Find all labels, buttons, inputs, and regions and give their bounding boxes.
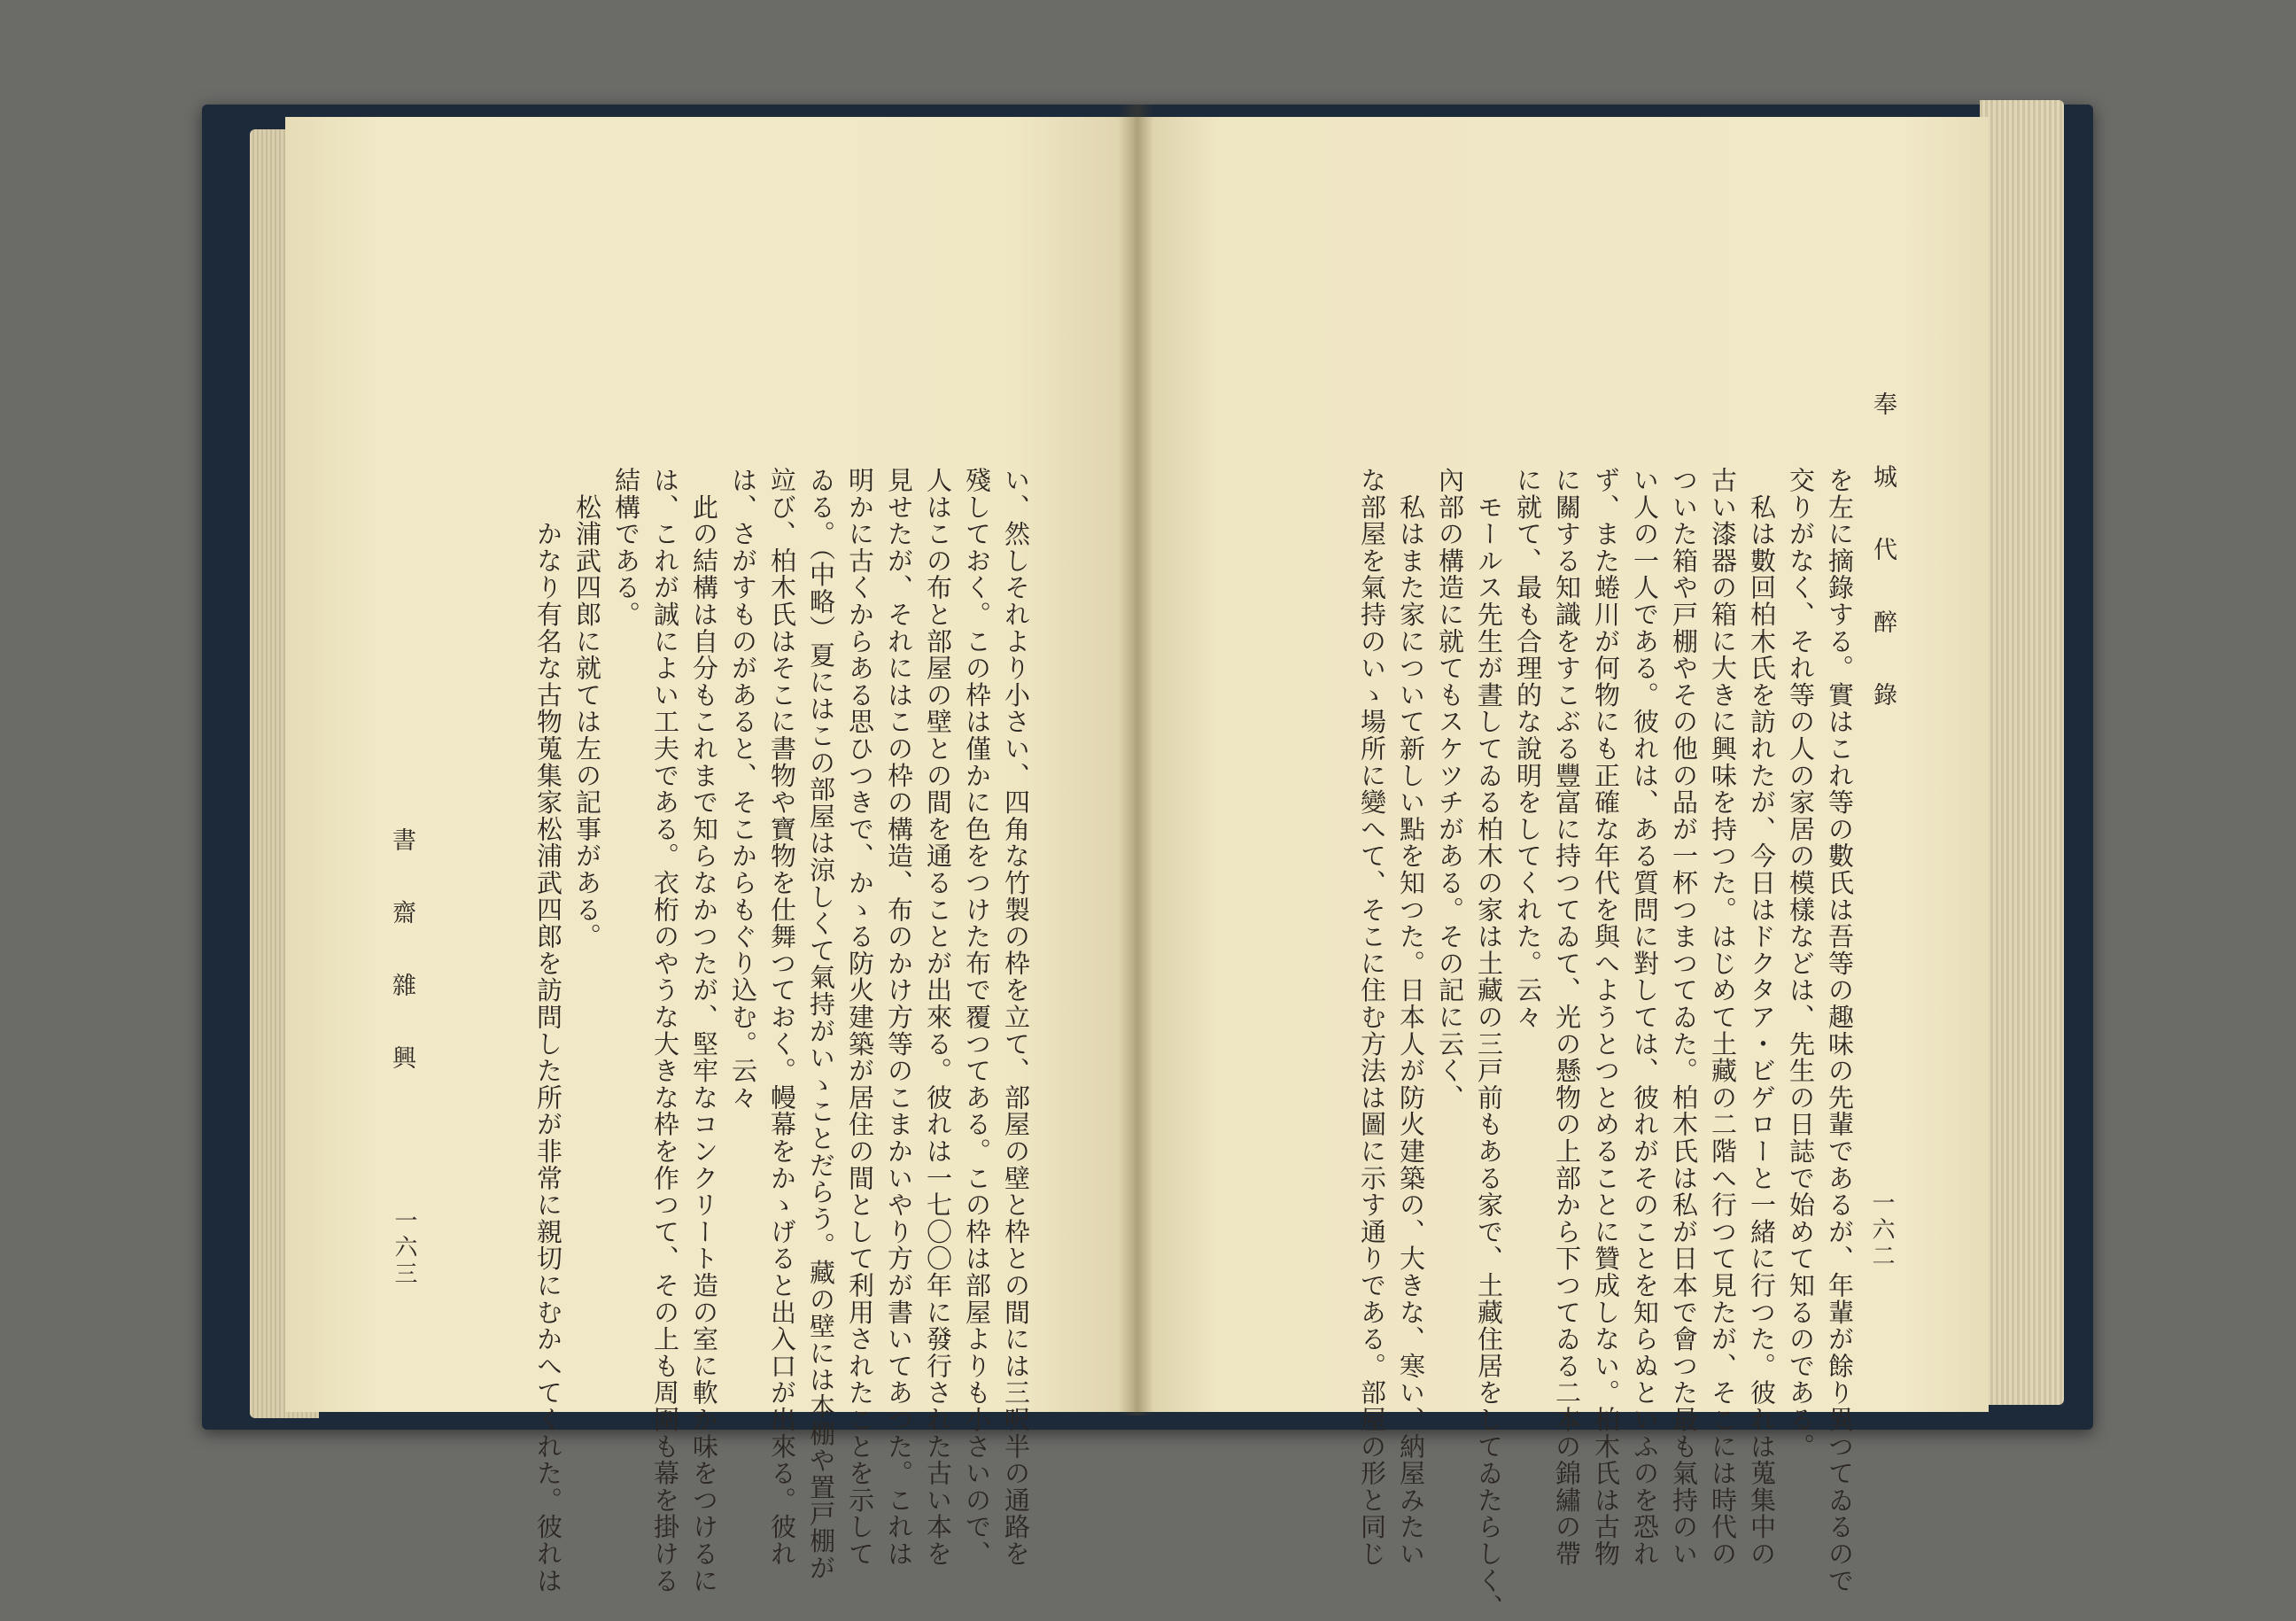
right-page-header: 奉 城 代 醉 錄 — [1869, 392, 1897, 717]
right-col-5: ついた箱や戸棚やその他の品が一杯つまつてゐた。柏木氏は私が日本で會つた最も氣持のい — [1669, 467, 1699, 1568]
left-col-2: 殘しておく。この枠は僅かに色をつけた布で覆つてある。この枠は部屋よりも小さいので、 — [962, 467, 992, 1568]
right-col-10: モールス先生が晝してゐる柏木の家は土藏の三戸前もある家で、土藏住居をしてゐたらしく、 — [1474, 467, 1504, 1621]
left-page-header: 書 齋 雜 興 — [388, 827, 415, 1080]
left-col-5: 明かに古くからある思ひつきで、かゝる防火建築が居住の間として利用されたことを示して — [845, 467, 875, 1568]
left-col-3: 人はこの布と部屋の壁との間を通ることが出來る。彼れは一七〇〇年に發行された古い本を — [923, 467, 953, 1568]
right-col-7: ず、また蜷川が何物にも正確な年代を與へようとつとめることに贊成しない。柏木氏は古物 — [1591, 467, 1621, 1568]
left-col-13: かなり有名な古物蒐集家松浦武四郎を訪問した所が非常に親切にむかへてくれた。彼れは — [533, 467, 563, 1594]
right-col-8: に關する知識をすこぶる豐富に持つてゐて、光の懸物の上部から下つてゐる二本の錦繡の帶 — [1552, 467, 1582, 1568]
left-col-4: 見せたが、それにはこの枠の構造、布のかけ方等のこまかいやり方が書いてあつた。これは — [884, 467, 914, 1568]
page-edges-right — [1980, 100, 2064, 1405]
left-page-number: 一六三 — [391, 1208, 417, 1288]
left-col-9: 此の結構は自分もこれまで知らなかつたが、堅牢なコンクリート造の室に軟か味をつけるに — [689, 467, 719, 1594]
right-col-4: 古い漆器の箱に大きに興味を持つた。はじめて土藏の二階へ行つて見たが、そこには時代の — [1708, 467, 1738, 1568]
left-col-12: 松浦武四郎に就ては左の記事がある。 — [572, 467, 602, 950]
left-col-10: は、これが誠によい工夫である。衣桁のやうな大きな枠を作つて、その上も周圍も幕を掛ける — [650, 467, 680, 1594]
left-col-6: ゐる。（中略）夏にはこの部屋は涼しくて氣持がいゝことだらう。藏の壁には本棚や置戸棚が — [806, 467, 836, 1582]
left-col-8: は、さがすものがあると、そこからもぐり込む。云々 — [728, 467, 758, 1112]
right-page-number: 一六二 — [1868, 1191, 1895, 1270]
left-col-11: 結構である。 — [611, 467, 641, 628]
right-page — [1134, 117, 1989, 1621]
right-col-12: 私はまた家について新しい點を知つた。日本人が防火建築の、大きな、寒い、納屋みたい — [1396, 467, 1426, 1568]
right-col-3: 私は數回柏木氏を訪れたが、今日はドクタア・ビゲローと一緒に行つた。彼れは蒐集中の — [1747, 467, 1777, 1568]
left-col-1: い、然しそれより小さい、四角な竹製の枠を立て、部屋の壁と枠との間には三呎半の通路を — [1001, 467, 1031, 1568]
right-col-6: い人の一人である。彼れは、ある質問に對しては、彼れがそのことを知らぬといふのを恐れ — [1630, 467, 1660, 1568]
left-page — [285, 117, 1137, 1594]
right-col-1: を左に摘錄する。實はこれ等の數氏は吾等の趣味の先輩であるが、年輩が餘り異つてゐるので — [1825, 467, 1855, 1594]
book-gutter — [1118, 105, 1153, 1415]
right-col-11: 內部の構造に就てもスケツチがある。その記に云く、 — [1435, 467, 1465, 1112]
right-col-2: 交りがなく、それ等の人の家居の模樣などは、先生の日誌で始めて知るのである。 — [1786, 467, 1816, 1461]
left-col-7: 竝び、柏木氏はそこに書物や寶物を仕舞つておく。幔幕をかゝげると出入口が出來る。彼れ — [767, 467, 797, 1568]
right-col-13: な部屋を氣持のいゝ場所に變へて、そこに住む方法は圖に示す通りである。部屋の形と同じ — [1357, 467, 1387, 1568]
right-col-9: に就て、最も合理的な說明をしてくれた。云々 — [1513, 467, 1543, 1031]
